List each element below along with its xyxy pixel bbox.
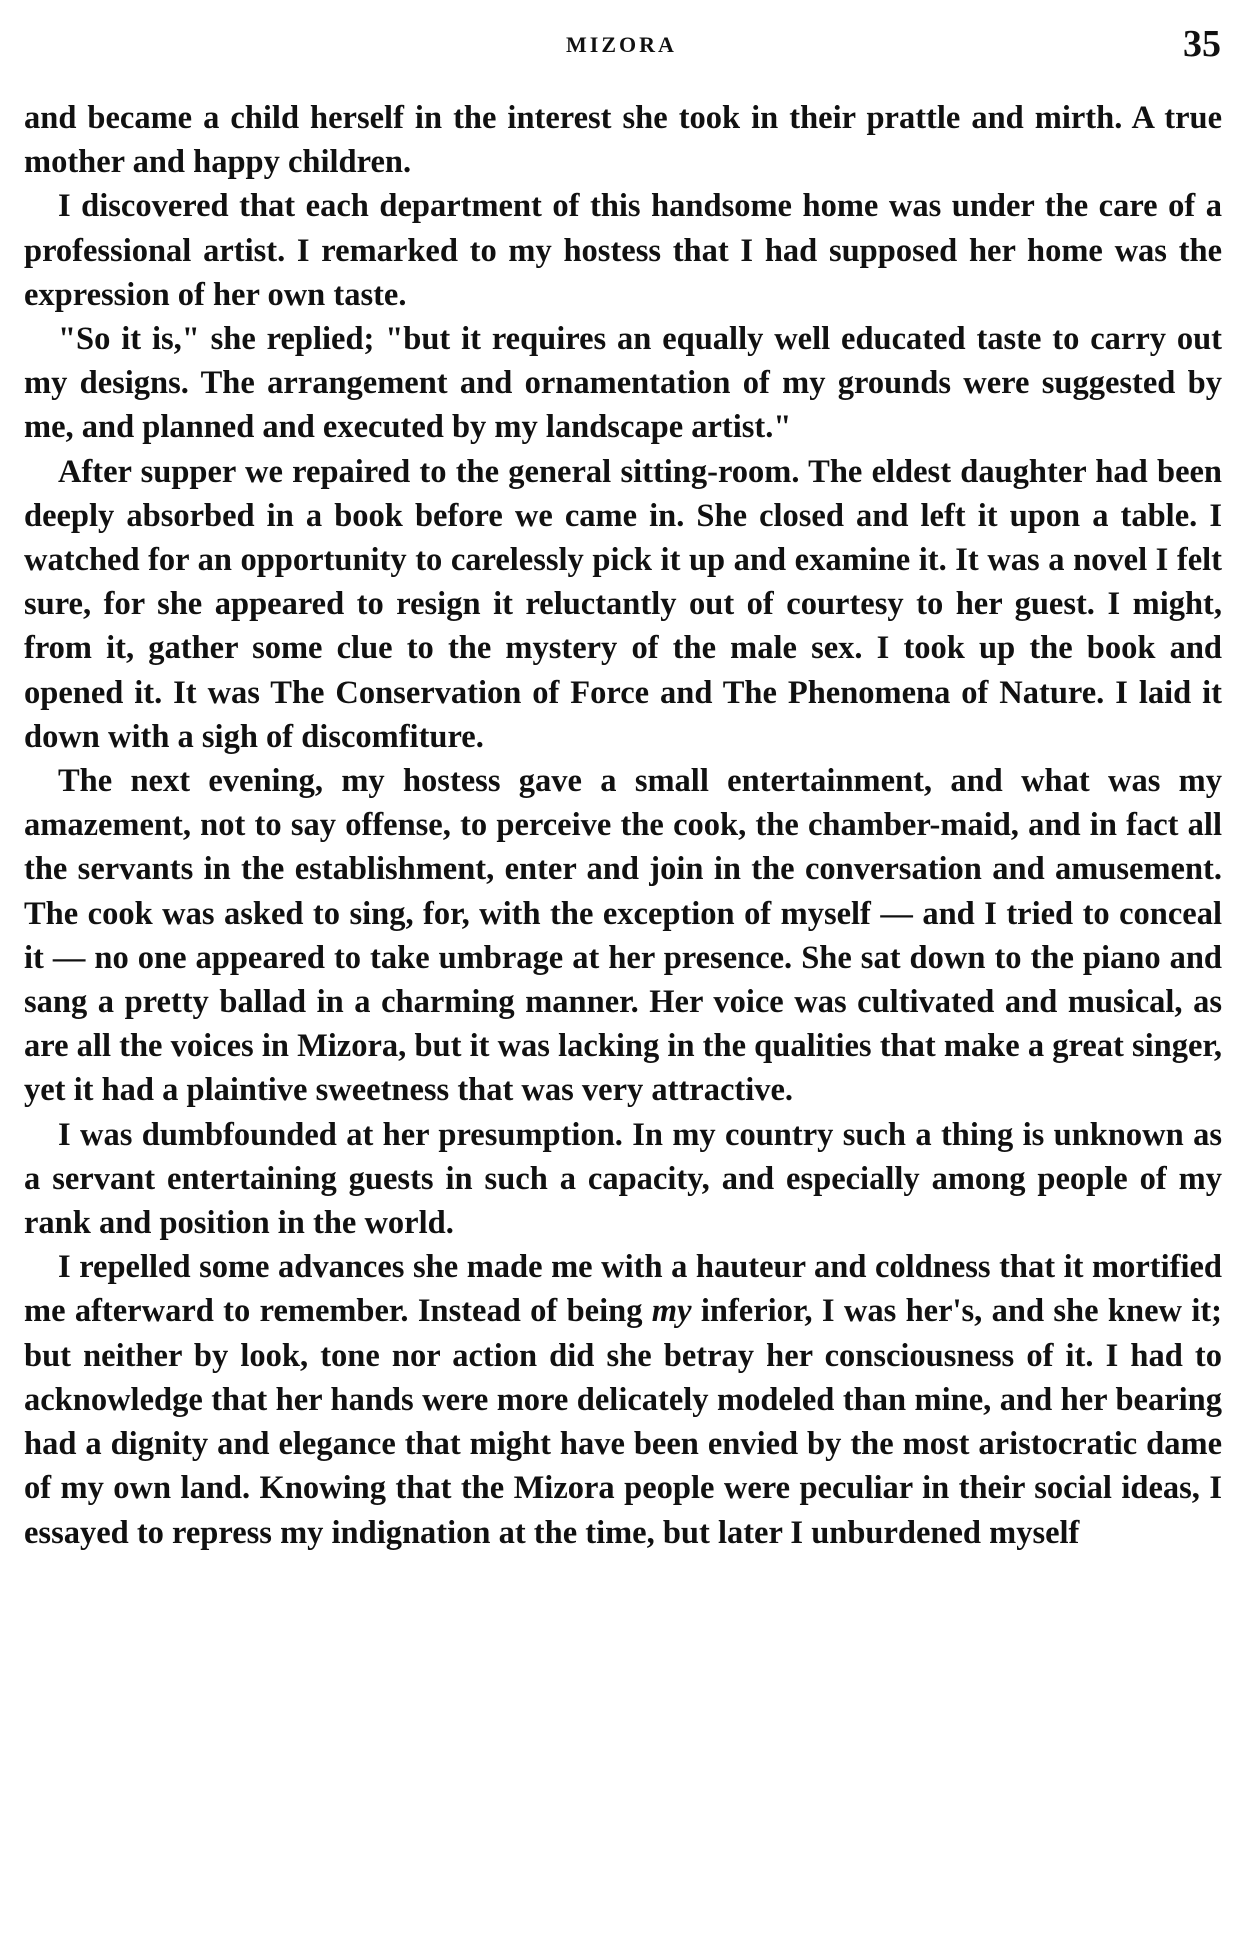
body-text [24,96,1222,1555]
paragraph-3: "So it is," she replied; "but it requires an equally well educated taste to carry out my designs. The arrangement and ornamentation of my grounds were suggested by me, and planned and executed by my landscape artist." [24,321,1222,446]
running-head [0,22,1243,72]
running-head-title: MIZORA [566,32,677,57]
paragraph-7-after: inferior, I was her's, and she knew it; but neither by look, tone nor action did she betray her consciousness of it. I had to acknowledge that her hands were more delicately modeled than mine, and her bearing had a dignity and elegance that might have been envied by the most aristocratic dame of my own land. Knowing that the Mizora people were peculiar in their social ideas, I essayed to repress my indignation at the time, but later I unburdened myself [24,1293,1222,1551]
paragraph-2: I discovered that each department of this handsome home was under the care of a professional artist. I remarked to my hostess that I had supposed her home was the expression of her own taste. [24,188,1222,313]
paragraph-7 [24,1245,1222,1554]
paragraph-6: I was dumbfounded at her presumption. In my country such a thing is unknown as a servant entertaining guests in such a capacity, and especially among people of my rank and position in the world. [24,1116,1222,1242]
paragraph-7-emphasis: my [651,1293,692,1330]
paragraph-4: After supper we repaired to the general sitting-room. The eldest daughter had been deeply absorbed in a book before we came in. She closed and left it upon a table. I watched for an opportunity to carelessly pick it up and examine it. It was a novel I felt sure, for she appeared to resign it reluctantly out of courtesy to her guest. I might, from it, gather some clue to the mystery of the male sex. I took up the book and opened it. It was The Conservation of Force and The Phenomena of Nature. I laid it down with a sigh of discomfiture. [24,453,1222,755]
paragraph-5: The next evening, my hostess gave a small entertainment, and what was my amazement, not to say offense, to perceive the cook, the chamber-maid, and in fact all the servants in the establishment, enter and join in the conversation and amusement. The cook was asked to sing, for, with the exception of myself — and I tried to conceal it — no one appeared to take umbrage at her presence. She sat down to the piano and sang a pretty ballad in a charming manner. Her voice was cultivated and musical, as are all the voices in Mizora, but it was lacking in the qualities that make a great singer, yet it had a plaintive sweetness that was very attractive. [24,763,1222,1109]
page-number: 35 [1183,23,1221,65]
paragraph-7-before: I repelled some advances she made me with a hauteur and coldness that it mortified me afterward to remember. Instead of being [24,1249,1222,1330]
paragraph-1: and became a child herself in the interest she took in their prattle and mirth. A true mother and happy children. [24,100,1222,181]
